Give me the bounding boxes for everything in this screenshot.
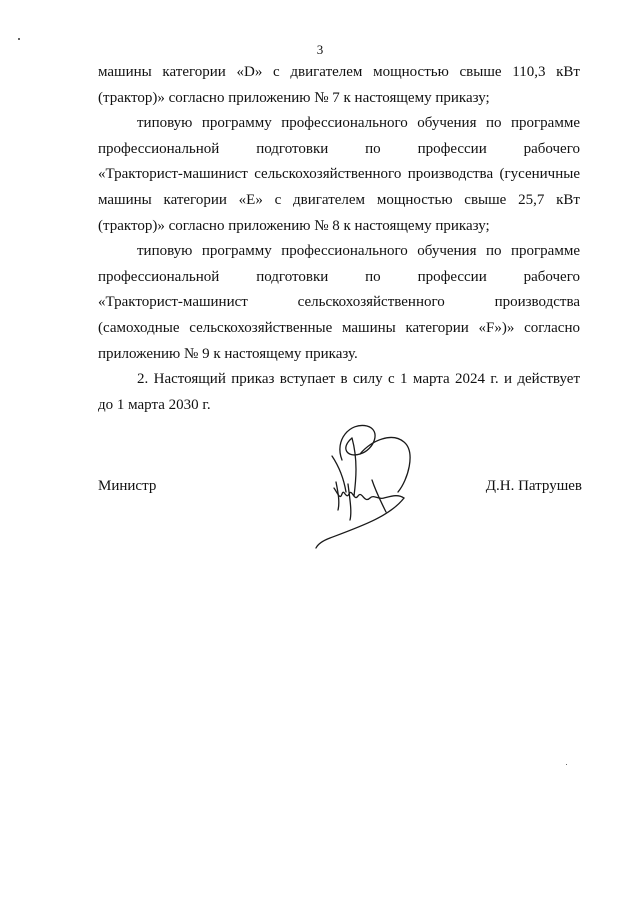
- paragraph-line: 2. Настоящий приказ вступает в силу с 1 марта 2024 г. и действует: [137, 371, 580, 388]
- paragraph-line: профессиональной подготовки по профессии рабочего: [98, 268, 580, 285]
- page-number: 3: [316, 42, 324, 57]
- paragraph-line: типовую программу профессионального обучения по программе: [137, 243, 580, 260]
- document-body: [98, 60, 580, 418]
- signatory-name: Д.Н. Патрушев: [485, 478, 582, 494]
- paragraph-line: «Тракторист-машинист сельскохозяйственного производства (гусеничные машины категории «E» с двигателем мощностью свыше 25,7 кВт (трактор)» согласно приложению № 8 к настоящему приказу;: [98, 166, 580, 234]
- paragraph-line: (трактор)» согласно приложению № 7 к настоящему приказу;: [98, 89, 490, 106]
- scan-speck: [18, 38, 20, 40]
- paragraph-line: «Тракторист-машинист сельскохозяйственного производства: [98, 294, 580, 311]
- scan-speck: [566, 764, 567, 765]
- paragraph-line: (самоходные сельскохозяйственные машины категории «F»)» согласно приложению № 9 к настоящему приказу.: [98, 319, 580, 362]
- handwritten-signature: [312, 420, 424, 552]
- signatory-title: Министр: [98, 478, 157, 494]
- paragraph-line: профессиональной подготовки по профессии рабочего: [98, 140, 580, 157]
- paragraph-line: до 1 марта 2030 г.: [98, 396, 211, 413]
- paragraph-line: типовую программу профессионального обучения по программе: [137, 115, 580, 132]
- paragraph-line: машины категории «D» с двигателем мощностью свыше 110,3 кВт: [98, 64, 580, 80]
